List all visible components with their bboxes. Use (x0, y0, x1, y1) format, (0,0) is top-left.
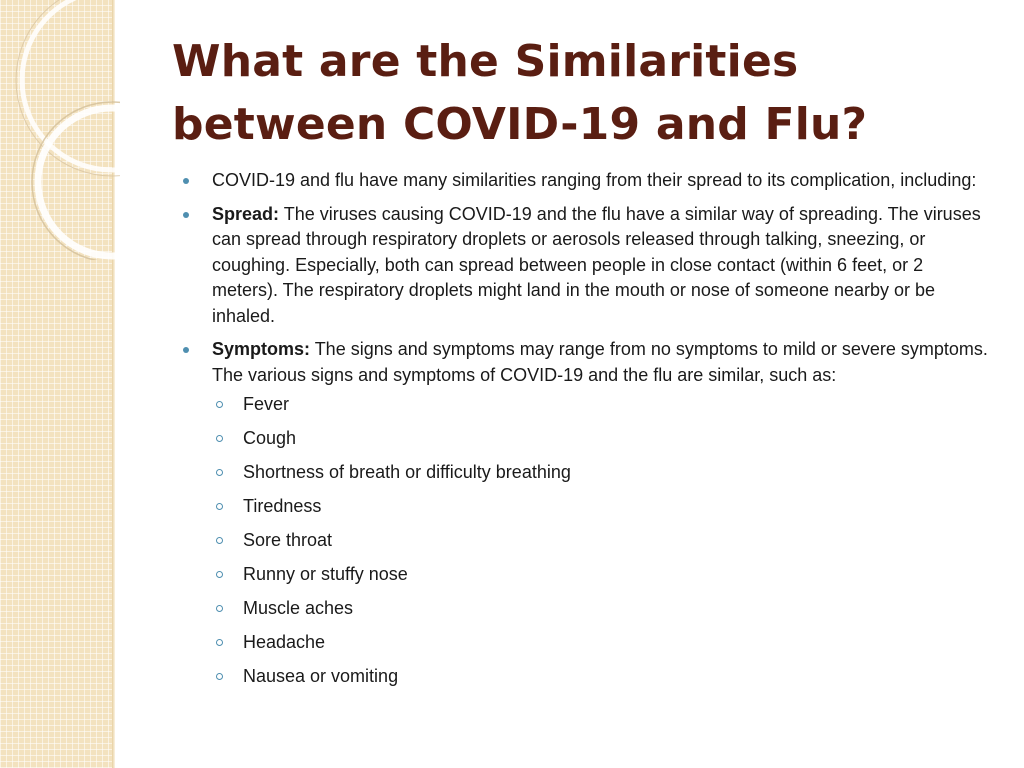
bullet-lead: Spread: (212, 203, 280, 224)
bullet-intro (180, 168, 990, 194)
list-item (180, 392, 990, 426)
bullet-text: The viruses causing COVID-19 and the flu have a similar way of spreading. The viruses can spread through respiratory droplets or aerosols released through talking, sneezing, or coughing. Especially, both can spread between people in close contact (within 6 feet, or 2 meters). The respiratory droplets might land in the mouth or nose of someone nearby or be inhaled. (212, 203, 981, 326)
circle-bullet-icon (216, 605, 223, 612)
circle-bullet-icon (216, 673, 223, 680)
list-item-text: Cough (243, 428, 297, 448)
list-item (180, 494, 990, 528)
list-item (180, 562, 990, 596)
symptom-list (180, 392, 990, 698)
list-item (180, 460, 990, 494)
list-item (180, 426, 990, 460)
circle-bullet-icon (216, 639, 223, 646)
circle-bullet-icon (216, 401, 223, 408)
bullet-spread (180, 202, 990, 330)
bullet-lead: Symptoms: (212, 339, 311, 359)
decorative-rings (0, 0, 120, 260)
bullet-dot-icon (183, 347, 189, 353)
bullet-text: COVID-19 and flu have many similarities ranging from their spread to its complication, including: (212, 170, 977, 190)
circle-bullet-icon (216, 435, 223, 442)
bullet-text: The signs and symptoms may range from no symptoms to mild or severe symptoms. The various signs and symptoms of COVID-19 and the flu are similar, such as: (212, 339, 988, 385)
list-item (180, 630, 990, 664)
bullet-symptoms (180, 337, 990, 388)
slide-title: What are the Similarities between COVID-19 and Flu? (172, 36, 868, 150)
list-item-text: Fever (243, 394, 290, 414)
list-item (180, 664, 990, 698)
circle-bullet-icon (216, 503, 223, 510)
list-item-text: Runny or stuffy nose (243, 564, 408, 584)
list-item-text: Shortness of breath or difficulty breathing (243, 462, 571, 482)
circle-bullet-icon (216, 537, 223, 544)
list-item-text: Headache (243, 632, 326, 652)
list-item-text: Sore throat (243, 530, 333, 550)
list-item (180, 596, 990, 630)
list-item (180, 528, 990, 562)
circle-bullet-icon (216, 571, 223, 578)
bullet-dot-icon (183, 178, 189, 184)
circle-bullet-icon (216, 469, 223, 476)
list-item-text: Muscle aches (243, 598, 354, 618)
list-item-text: Nausea or vomiting (243, 666, 399, 686)
bullet-dot-icon (183, 212, 189, 218)
slide-content (180, 168, 990, 698)
list-item-text: Tiredness (243, 496, 322, 516)
